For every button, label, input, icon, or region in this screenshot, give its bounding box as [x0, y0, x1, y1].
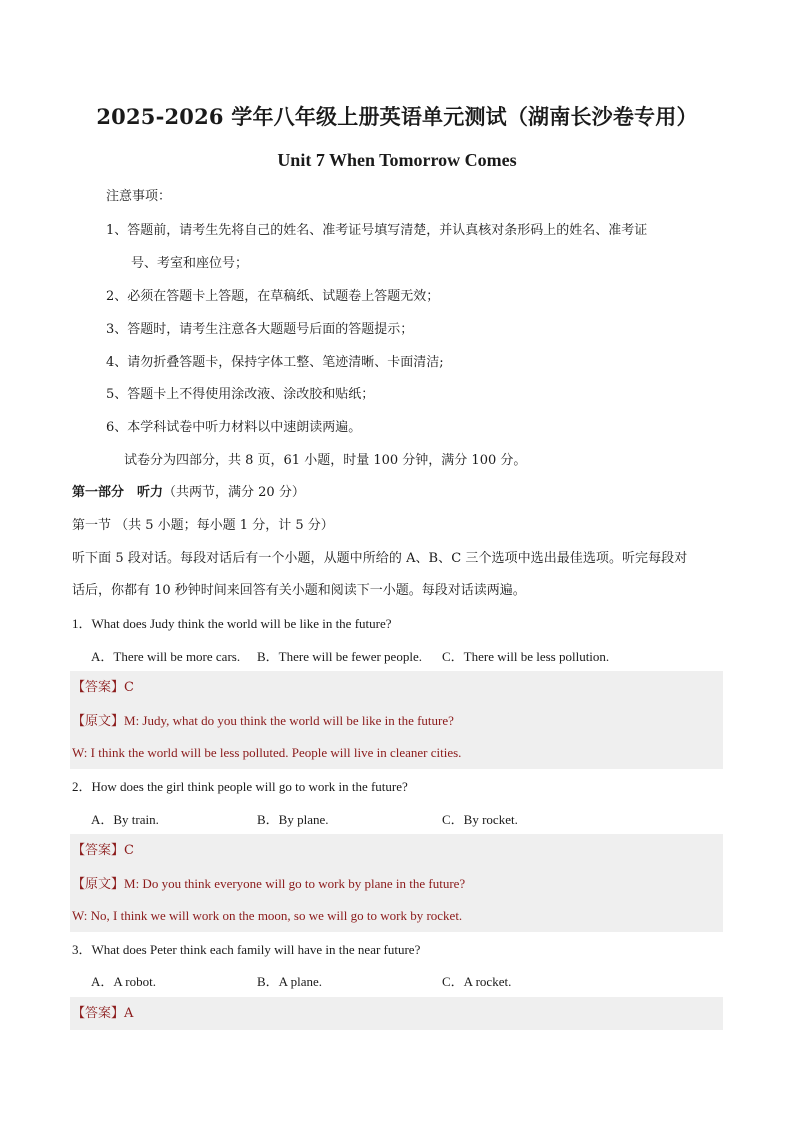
- notice-item-1-cont: 号、考室和座位号；: [131, 256, 249, 271]
- question-2-option-a: A．By train.: [91, 812, 159, 827]
- exam-summary: 试卷分为四部分，共 8 页，61 小题，时量 100 分钟，满分 100 分。: [124, 453, 527, 468]
- notice-item-4: 4、请勿折叠答题卡，保持字体工整、笔迹清晰、卡面清洁;: [106, 355, 444, 370]
- question-3-stem: 3．What does Peter think each family will have in the near future?: [72, 942, 421, 957]
- question-1-script: [72, 711, 454, 732]
- exam-title: 2025-2026 学年八年级上册英语单元测试（湖南长沙卷专用）: [96, 104, 698, 129]
- part1-heading-rest: （共两节，满分 20 分）: [163, 485, 305, 500]
- question-3-answer: 【答案】A: [72, 1006, 134, 1021]
- question-1-option-b: B．There will be fewer people.: [257, 649, 422, 664]
- notice-item-3: 3、答题时，请考生注意各大题题号后面的答题提示；: [106, 322, 414, 337]
- question-3-option-a: A．A robot.: [91, 974, 157, 989]
- notice-item-1: 1、答题前，请考生先将自己的姓名、准考证号填写清楚，并认真核对条形码上的姓名、准考证: [106, 223, 648, 238]
- question-1-stem: 1．What does Judy think the world will be like in the future?: [72, 616, 392, 631]
- question-2-option-b: B．By plane.: [257, 812, 329, 827]
- question-2-script-line1: M: Do you think everyone will go to work by plane in the future?: [124, 876, 466, 891]
- question-2-script-label: 【原文】: [72, 877, 125, 892]
- notice-item-6: 6、本学科试卷中听力材料以中速朗读两遍。: [106, 420, 362, 435]
- question-3-option-b: B．A plane.: [257, 974, 322, 989]
- question-2-option-c: C．By rocket.: [442, 812, 518, 827]
- notice-item-5: 5、答题卡上不得使用涂改液、涂改胶和贴纸；: [106, 387, 375, 402]
- question-2-script: [72, 874, 465, 895]
- part1-heading: [72, 483, 305, 503]
- question-2-answer: 【答案】C: [72, 843, 134, 858]
- section1-heading: 第一节 （共 5 小题；每小题 1 分，计 5 分）: [72, 518, 334, 533]
- question-1-script-line2: W: I think the world will be less polluted. People will live in cleaner cities.: [72, 745, 462, 760]
- question-1-option-c: C．There will be less pollution.: [442, 649, 610, 664]
- question-1-script-line1: M: Judy, what do you think the world will be like in the future?: [124, 713, 454, 728]
- notice-heading: 注意事项：: [106, 189, 172, 204]
- notice-item-2: 2、必须在答题卡上答题，在草稿纸、试题卷上答题无效；: [106, 289, 440, 304]
- part1-heading-bold: 第一部分 听力: [72, 485, 164, 500]
- question-1-script-label: 【原文】: [72, 714, 125, 729]
- listening-instructions-line1: 听下面 5 段对话。每段对话后有一个小题，从题中所给的 A、B、C 三个选项中选出最佳选项。听完每段对: [72, 551, 688, 566]
- question-2-stem: 2．How does the girl think people will go to work in the future?: [72, 779, 408, 794]
- question-2-script-line2: W: No, I think we will work on the moon, so we will go to work by rocket.: [72, 908, 463, 923]
- listening-instructions-line2: 话后，你都有 10 秒钟时间来回答有关小题和阅读下一小题。每段对话读两遍。: [72, 583, 526, 598]
- question-1-option-a: A．There will be more cars.: [91, 649, 241, 664]
- question-3-answer-block: [70, 997, 723, 1030]
- question-1-answer: 【答案】C: [72, 680, 134, 695]
- question-3-option-c: C．A rocket.: [442, 974, 512, 989]
- unit-subtitle: Unit 7 When Tomorrow Comes: [277, 150, 517, 170]
